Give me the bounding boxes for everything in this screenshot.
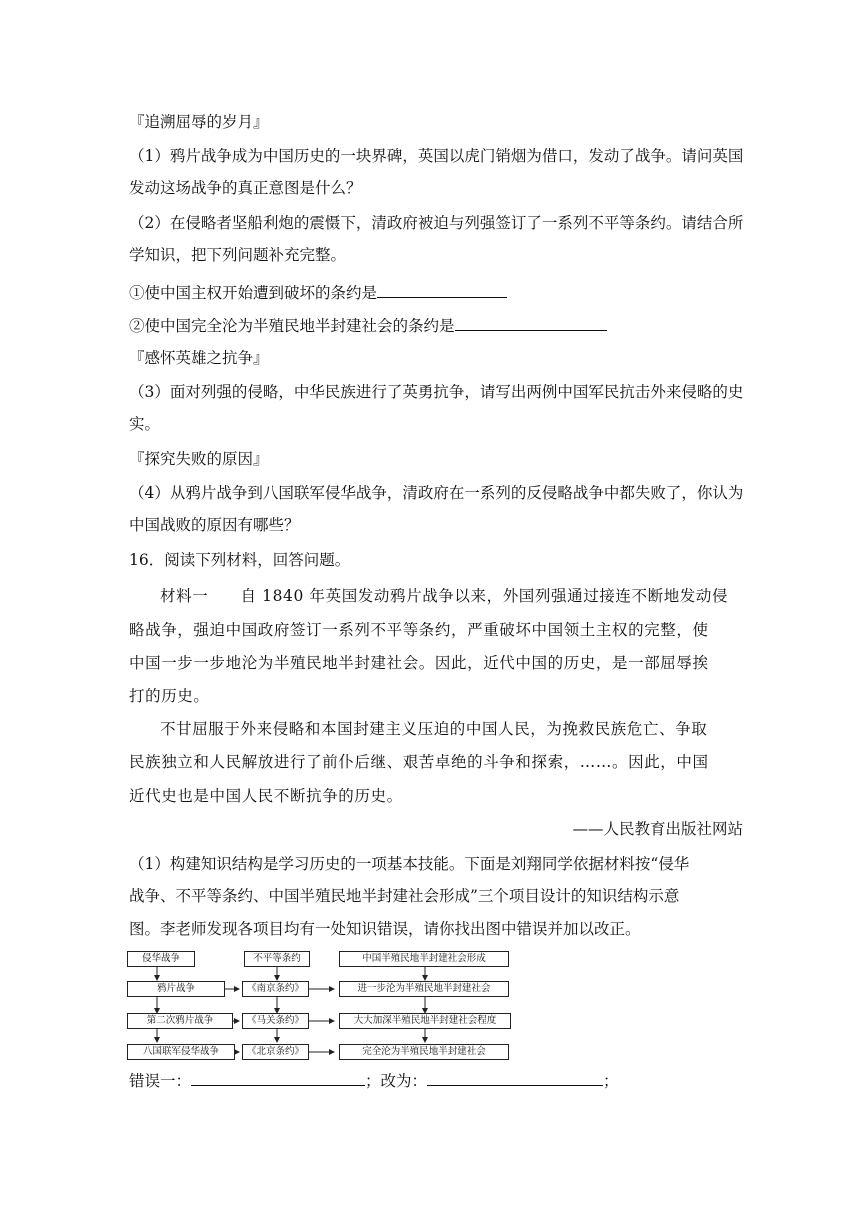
question-2-item-1-text: ①使中国主权开始遭到破坏的条约是 <box>129 284 378 302</box>
diagram-cell-treaty: 《南京条约》 <box>242 981 309 997</box>
question-1-line-2: 发动这场战争的真正意图是什么？ <box>129 179 362 197</box>
part-1-line-1: （1）构建知识结构是学习历史的一项基本技能。下面是刘翔同学依据材料按“侵华 <box>129 855 690 873</box>
diagram-header-invasion-wars: 侵华战争 <box>127 951 195 967</box>
question-2-item-2 <box>129 315 607 336</box>
material-1-line-4: 打的历史。 <box>129 687 210 705</box>
material-1-line-1: 材料一 自 1840 年英国发动鸦片战争以来，外国列强通过接连不断地发动侵 <box>160 587 729 605</box>
answer-label-correction: ；改为： <box>365 1072 428 1090</box>
section-title-1: 『追溯屈辱的岁月』 <box>129 113 269 131</box>
material-1-line-3: 中国一步一步地沦为半殖民地半封建社会。因此，近代中国的历史，是一部屈辱挨 <box>129 654 709 672</box>
source-attribution: ——人民教育出版社网站 <box>572 820 743 838</box>
answer-end-mark: ； <box>603 1072 619 1090</box>
diagram-cell-war: 八国联军侵华战争 <box>127 1044 235 1060</box>
question-2-item-1 <box>129 282 507 303</box>
question-4-line-1: （4）从鸦片战争到八国联军侵华战争，清政府在一系列的反侵略战争中都失败了，你认为 <box>129 484 744 502</box>
answer-blank[interactable] <box>427 1070 603 1086</box>
answer-line <box>129 1070 619 1091</box>
part-1-line-2: 战争、不平等条约、中国半殖民地半封建社会形成”三个项目设计的知识结构示意 <box>129 887 680 905</box>
question-1-line-1: （1）鸦片战争成为中国历史的一块界碑，英国以虎门销烟为借口，发动了战争。请问英国 <box>129 147 744 165</box>
answer-label-error: 错误一： <box>129 1072 192 1090</box>
diagram-header-semi-colonial-society: 中国半殖民地半封建社会形成 <box>339 951 509 967</box>
answer-blank[interactable] <box>455 315 607 331</box>
diagram-header-unequal-treaties: 不平等条约 <box>244 951 310 967</box>
diagram-cell-society: 完全沦为半殖民地半封建社会 <box>339 1044 509 1060</box>
question-2-item-2-text: ②使中国完全沦为半殖民地半封建社会的条约是 <box>129 317 455 335</box>
question-2-line-1: （2）在侵略者坚船利炮的震慑下，清政府被迫与列强签订了一系列不平等条约。请结合所 <box>129 214 744 232</box>
question-3-line-2: 实。 <box>129 415 161 433</box>
diagram-cell-society: 大大加深半殖民地半封建社会程度 <box>339 1013 511 1029</box>
section-title-2: 『感怀英雄之抗争』 <box>129 349 269 367</box>
section-title-3: 『探究失败的原因』 <box>129 450 269 468</box>
question-3-line-1: （3）面对列强的侵略，中华民族进行了英勇抗争，请写出两例中国军民抗击外来侵略的史 <box>129 383 744 401</box>
material-1-line-2: 略战争，强迫中国政府签订一系列不平等条约，严重破坏中国领土主权的完整，使 <box>129 621 709 639</box>
question-16-title: 16．阅读下列材料，回答问题。 <box>129 551 351 569</box>
material-2-line-1: 不甘屈服于外来侵略和本国封建主义压迫的中国人民，为挽救民族危亡、争取 <box>160 720 708 738</box>
question-2-line-2: 学知识，把下列问题补充完整。 <box>129 246 347 264</box>
diagram-cell-war: 第二次鸦片战争 <box>127 1013 233 1029</box>
material-2-line-3: 近代史也是中国人民不断抗争的历史。 <box>129 787 403 805</box>
material-2-line-2: 民族独立和人民解放进行了前仆后继、艰苦卓绝的斗争和探索，……。因此，中国 <box>129 753 709 771</box>
diagram-cell-society: 进一步沦为半殖民地半封建社会 <box>339 981 509 997</box>
diagram-cell-treaty: 《北京条约》 <box>242 1044 309 1060</box>
part-1-line-3: 图。李老师发现各项目均有一处知识错误，请你找出图中错误并加以改正。 <box>129 920 641 938</box>
knowledge-structure-diagram <box>127 950 512 1062</box>
answer-blank[interactable] <box>377 282 507 298</box>
diagram-cell-war: 鸦片战争 <box>127 981 225 997</box>
question-4-line-2: 中国战败的原因有哪些？ <box>129 516 300 534</box>
answer-blank[interactable] <box>191 1070 365 1086</box>
diagram-cell-treaty: 《马关条约》 <box>242 1013 309 1029</box>
